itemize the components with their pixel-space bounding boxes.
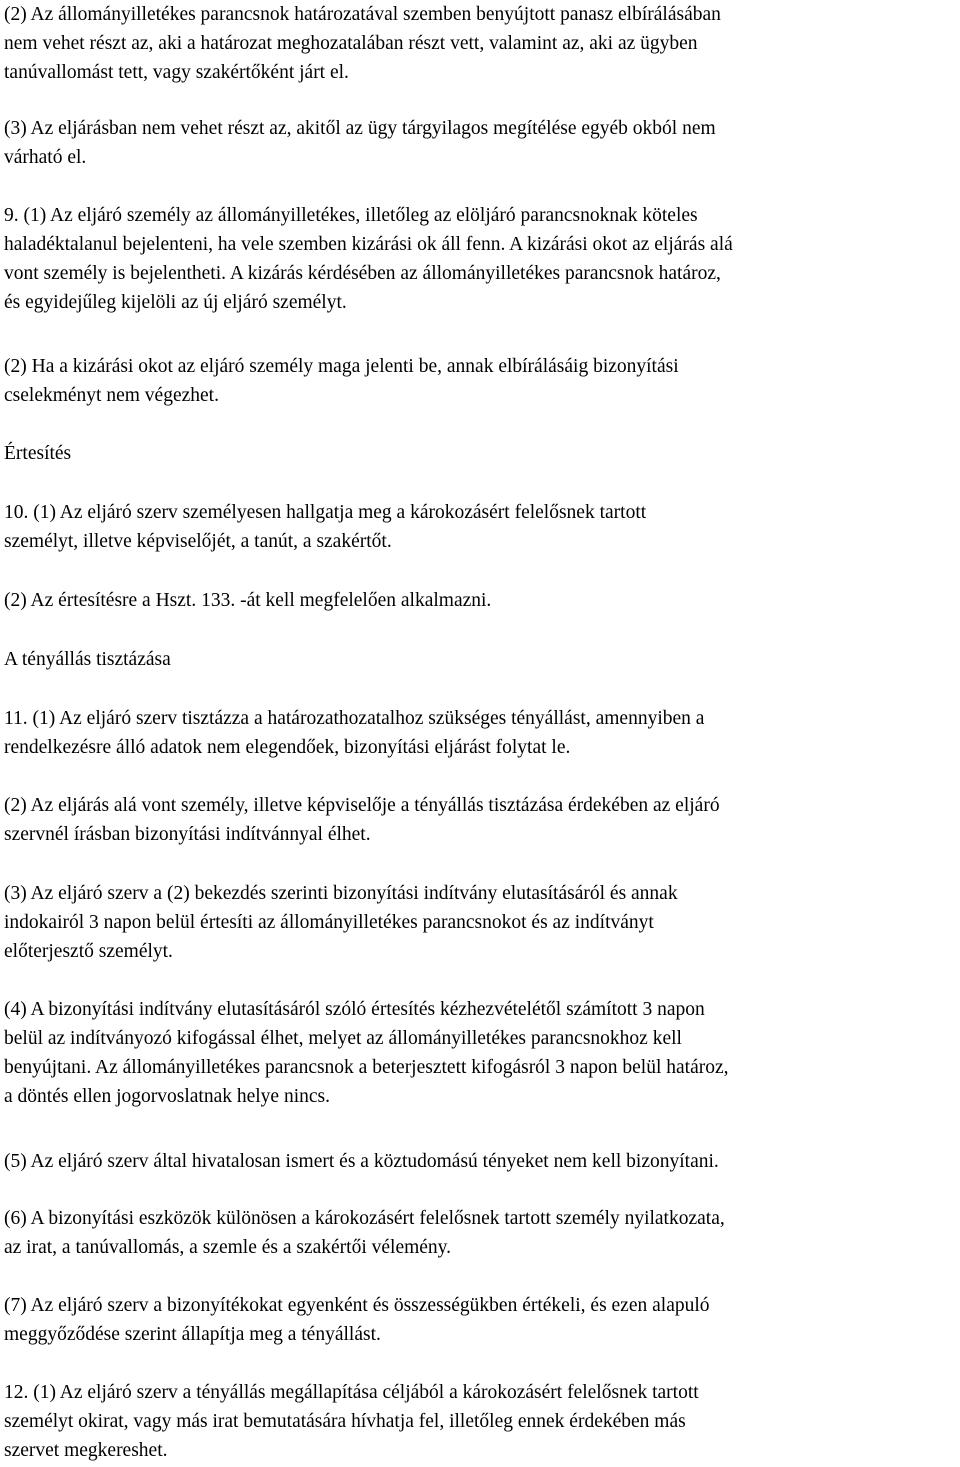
paragraph-sec8-3: (3) Az eljárásban nem vehet részt az, akitől az ügy tárgyilagos megítélése egyéb okból nem várható el. — [4, 118, 716, 168]
paragraph-sec11-7: (7) Az eljáró szerv a bizonyítékokat egyenként és összességükben értékeli, és ezen alapuló meggyőződése szerint állapítja meg a tényállást. — [4, 1295, 710, 1345]
heading-ertesites: Értesítés — [4, 443, 72, 464]
paragraph-sec11-4: (4) A bizonyítási indítvány elutasításáról szóló értesítés kézhezvételétől számított 3 napon belül az indítványozó kifogással élhet, melyet az állományilletékes parancsnokhoz kell benyújtani. Az állományilletékes parancsnok a beterjesztett kifogásról 3 napon belül határoz, a döntés ellen jogorvoslatnak helye nincs. — [4, 999, 729, 1107]
paragraph-sec11-2: (2) Az eljárás alá vont személy, illetve képviselője a tényállás tisztázása érdekében az eljáró szervnél írásban bizonyítási indítvánnyal élhet. — [4, 795, 720, 845]
paragraph-sec11-1: 11. (1) Az eljáró szerv tisztázza a határozathozatalhoz szükséges tényállást, amennyiben a rendelkezésre álló adatok nem elegendőek, bizonyítási eljárást folytat le. — [4, 708, 705, 758]
paragraph-sec10-1: 10. (1) Az eljáró szerv személyesen hallgatja meg a károkozásért felelősnek tartott személyt, illetve képviselőjét, a tanút, a szakértőt. — [4, 502, 647, 552]
paragraph-sec11-6: (6) A bizonyítási eszközök különösen a károkozásért felelősnek tartott személy nyilatkozata, az irat, a tanúvallomás, a szemle és a szakértői vélemény. — [4, 1208, 725, 1258]
paragraph-sec9-2: (2) Ha a kizárási okot az eljáró személy maga jelenti be, annak elbírálásáig bizonyítási cselekményt nem végezhet. — [4, 356, 679, 406]
heading-tenyallas: A tényállás tisztázása — [4, 649, 171, 670]
paragraph-sec11-3: (3) Az eljáró szerv a (2) bekezdés szerinti bizonyítási indítvány elutasításáról és annak indokairól 3 napon belül értesíti az állományilletékes parancsnokot és az indítványt előterjesztő személyt. — [4, 883, 678, 962]
paragraph-sec9-1: 9. (1) Az eljáró személy az állományilletékes, illetőleg az elöljáró parancsnoknak köteles haladéktalanul bejelenteni, ha vele szemben kizárási ok áll fenn. A kizárási okot az eljárás alá vont személy is bejelentheti. A kizárás kérdésében az állományilletékes parancsnok határoz, és egyidejűleg kijelöli az új eljáró személyt. — [4, 205, 733, 313]
paragraph-sec10-2: (2) Az értesítésre a Hszt. 133. -át kell megfelelően alkalmazni. — [4, 590, 492, 611]
paragraph-sec8-2: (2) Az állományilletékes parancsnok határozatával szemben benyújtott panasz elbírálásában nem vehet részt az, aki a határozat meghozatalában részt vett, valamint az, aki az ügyben tanúvallomást tett, vagy szakértőként járt el. — [4, 4, 721, 83]
paragraph-sec12-1: 12. (1) Az eljáró szerv a tényállás megállapítása céljából a károkozásért felelősnek tartott személyt okirat, vagy más irat bemutatására hívhatja fel, illetőleg ennek érdekében más szervet megkereshet. — [4, 1382, 699, 1461]
paragraph-sec11-5: (5) Az eljáró szerv által hivatalosan ismert és a köztudomású tényeket nem kell bizonyítani. — [4, 1151, 719, 1172]
